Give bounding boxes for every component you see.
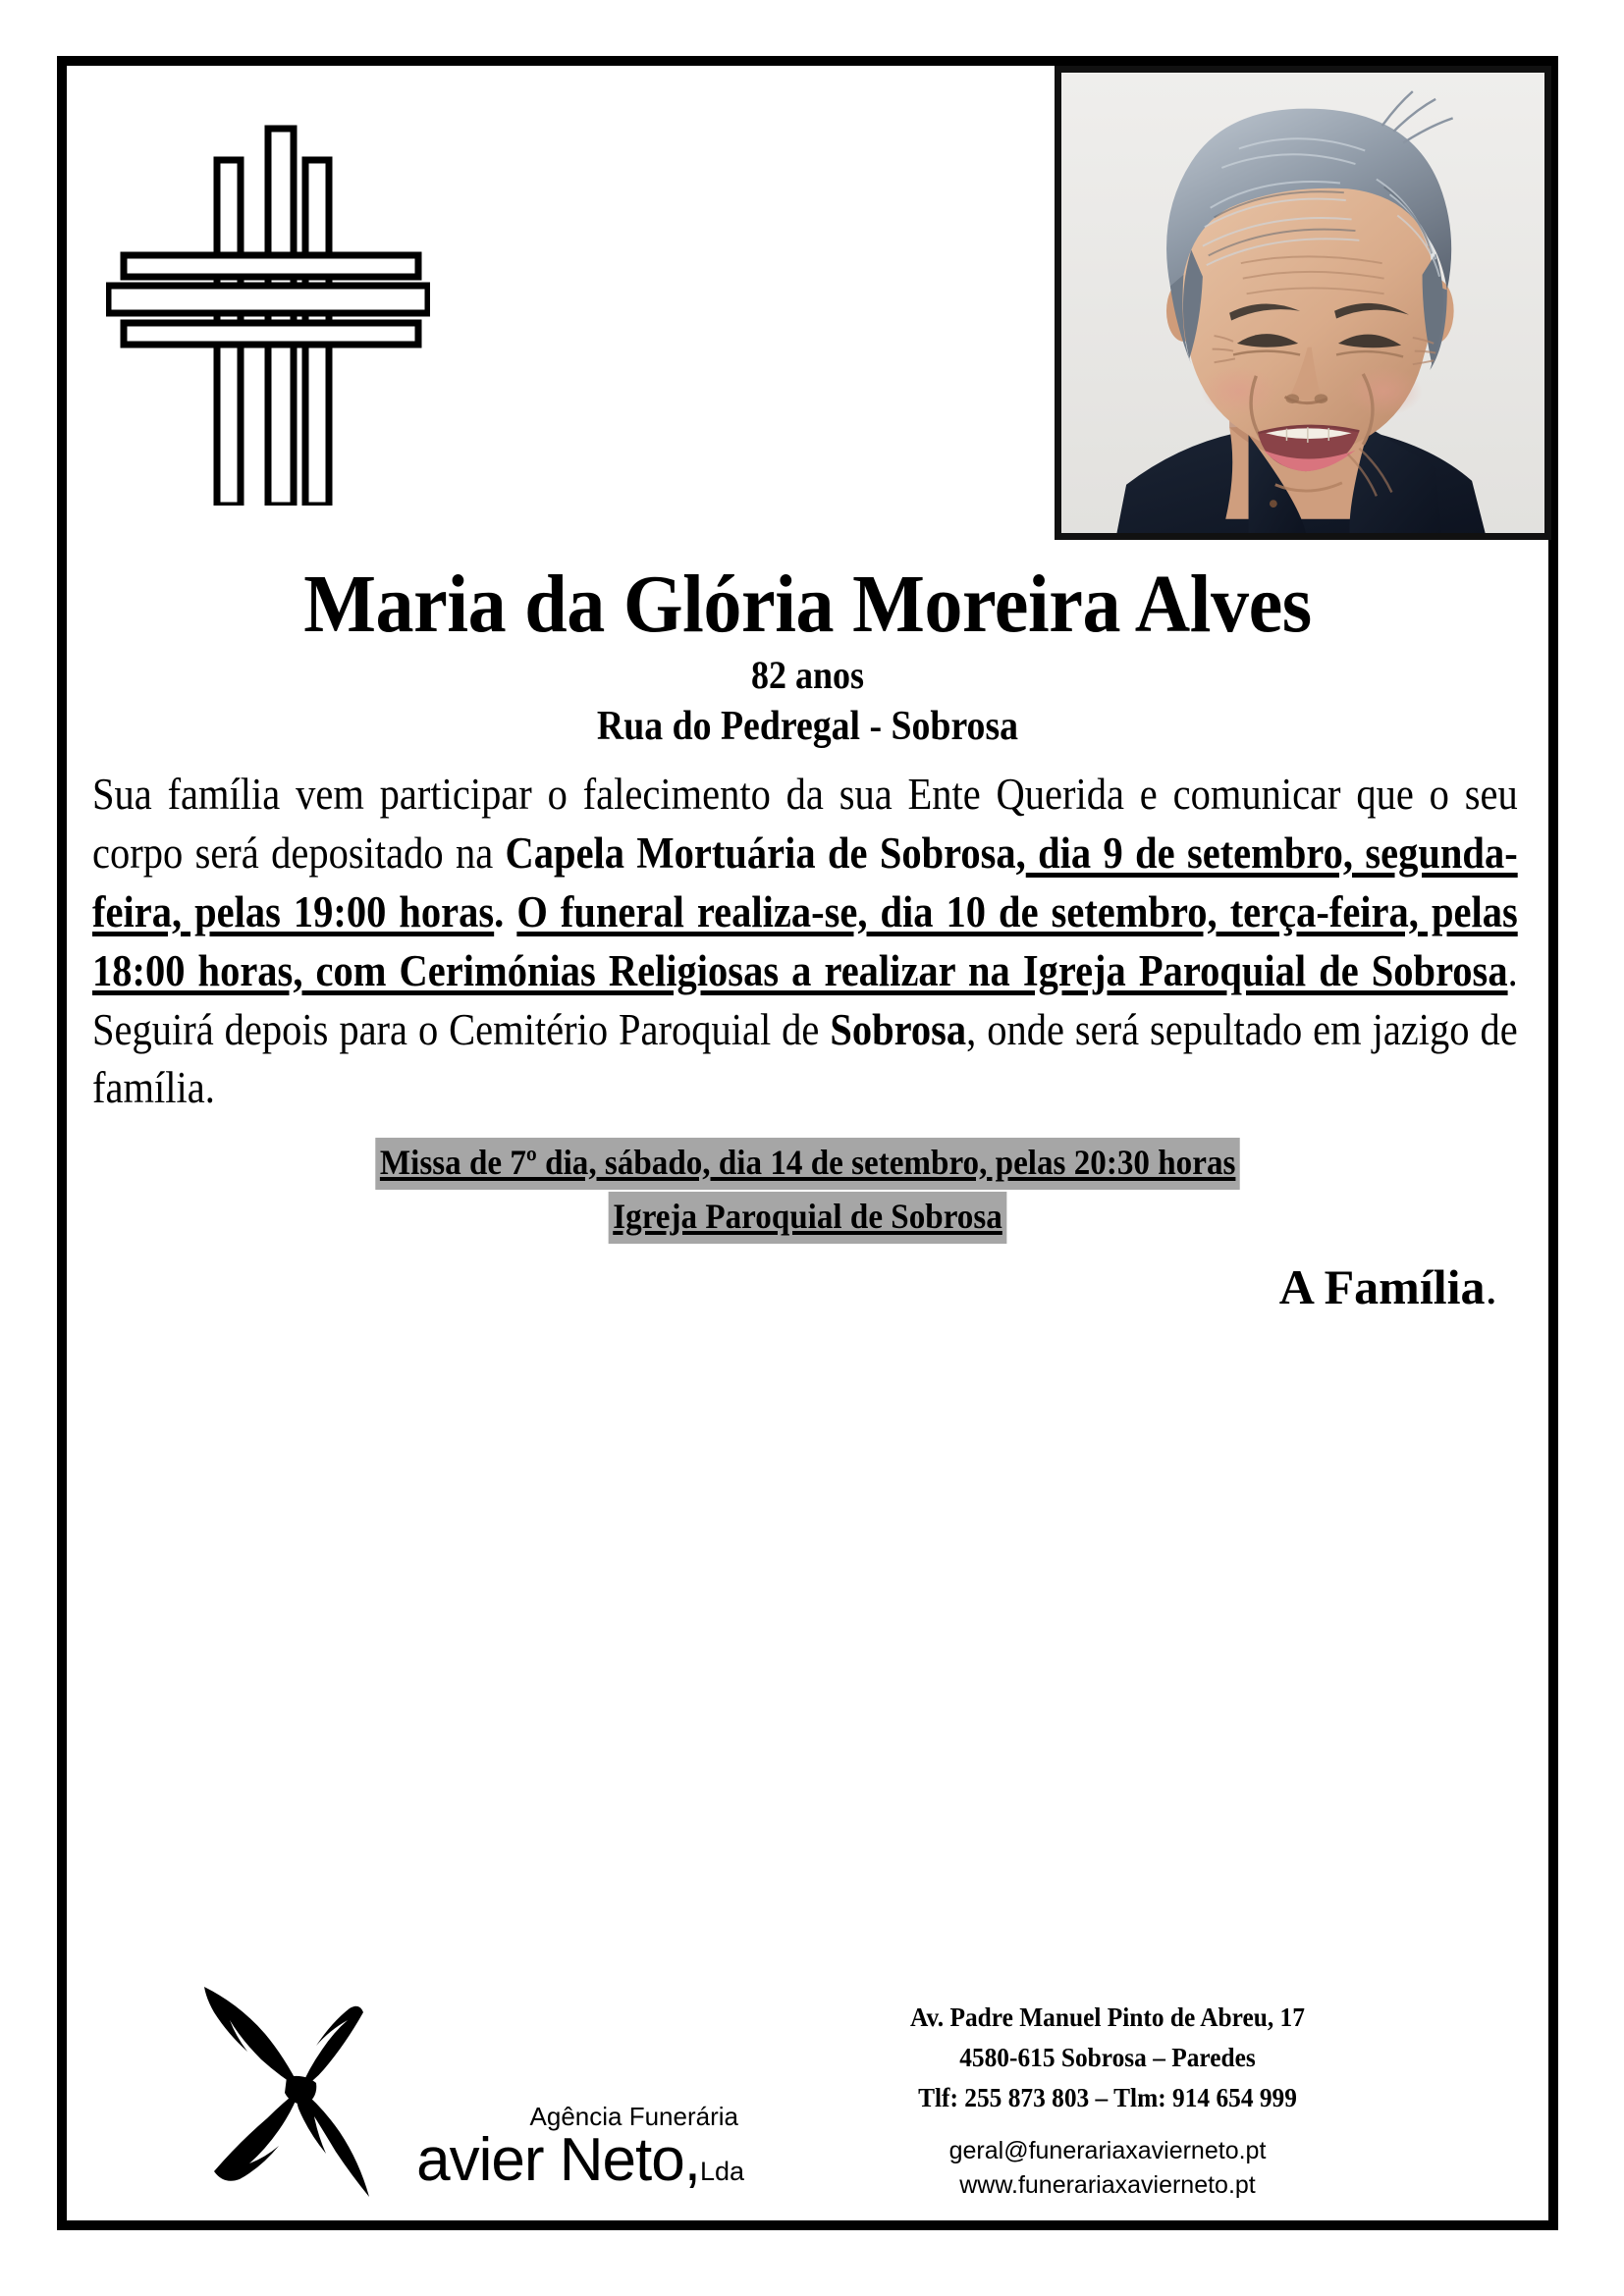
funeral-notice-card bbox=[57, 56, 1558, 2230]
name-block bbox=[67, 559, 1548, 752]
page-title: Maria da Glória Moreira Alves bbox=[303, 559, 1312, 650]
agency-email[interactable]: geral@funerariaxavierneto.pt bbox=[948, 2137, 1267, 2164]
signature-family: A Família bbox=[1278, 1258, 1486, 1314]
announcement-funeral-datetime: O funeral realiza-se, dia 10 de setembro, terça-feira, pelas 18:00 horas, com Cerimónias Religiosas a realizar na Igreja Paroquial de Sobrosa bbox=[92, 886, 1518, 995]
agency-address-line-1: Av. Padre Manuel Pinto de Abreu, 17 bbox=[910, 2002, 1305, 2032]
announcement-wake-datetime: dia 9 de setembro, segunda-feira, pelas 19:00 horas bbox=[92, 828, 1518, 936]
mass-location-line: Igreja Paroquial de Sobrosa bbox=[609, 1192, 1007, 1244]
header-zone bbox=[67, 66, 1548, 557]
announcement-part-6: . Seguirá depois para o Cemitério Paroquial de bbox=[92, 945, 1518, 1054]
deceased-age: 82 anos bbox=[750, 652, 865, 697]
deceased-address: Rua do Pedregal - Sobrosa bbox=[596, 703, 1019, 749]
announcement-part-8: , onde será sepultado em jazigo de família. bbox=[92, 1004, 1518, 1113]
agency-phone-line: Tlf: 255 873 803 – Tlm: 914 654 999 bbox=[918, 2082, 1297, 2112]
signature-period: . bbox=[1485, 1258, 1497, 1314]
signature bbox=[67, 1257, 1497, 1316]
notice-inner bbox=[67, 66, 1548, 2220]
agency-website[interactable]: www.funerariaxavierneto.pt bbox=[959, 2171, 1256, 2199]
seventh-day-mass-block bbox=[67, 1138, 1548, 1243]
announcement-cemetery-place: Sobrosa bbox=[830, 1004, 967, 1054]
contact-spacer bbox=[754, 2118, 1461, 2134]
footer bbox=[67, 1936, 1548, 2220]
portrait-illustration bbox=[1061, 73, 1544, 533]
announcement-text bbox=[92, 766, 1518, 1118]
agency-name-suffix: Lda bbox=[699, 2157, 744, 2186]
agency-name-main: avier Neto, bbox=[416, 2126, 700, 2194]
latin-cross-icon bbox=[106, 93, 430, 506]
agency-name bbox=[352, 2126, 744, 2194]
announcement-chapel: Capela Mortuária de Sobrosa, bbox=[505, 828, 1026, 879]
agency-address-line-2: 4580-615 Sobrosa – Paredes bbox=[959, 2042, 1256, 2072]
deceased-portrait-photo bbox=[1055, 66, 1551, 540]
agency-branding bbox=[196, 1963, 746, 2209]
agency-contact-block bbox=[754, 1998, 1461, 2203]
announcement-part-4: . bbox=[494, 886, 517, 936]
announcement-part-1: Sua família vem participar o falecimento da sua Ente Querida e comunicar que o seu corpo será depositado na bbox=[92, 770, 1518, 879]
agency-tagline: Agência Funerária bbox=[529, 2101, 738, 2131]
mass-datetime-line: Missa de 7º dia, sábado, dia 14 de setembro, pelas 20:30 horas bbox=[375, 1138, 1240, 1190]
agency-wordmark bbox=[352, 2101, 744, 2194]
